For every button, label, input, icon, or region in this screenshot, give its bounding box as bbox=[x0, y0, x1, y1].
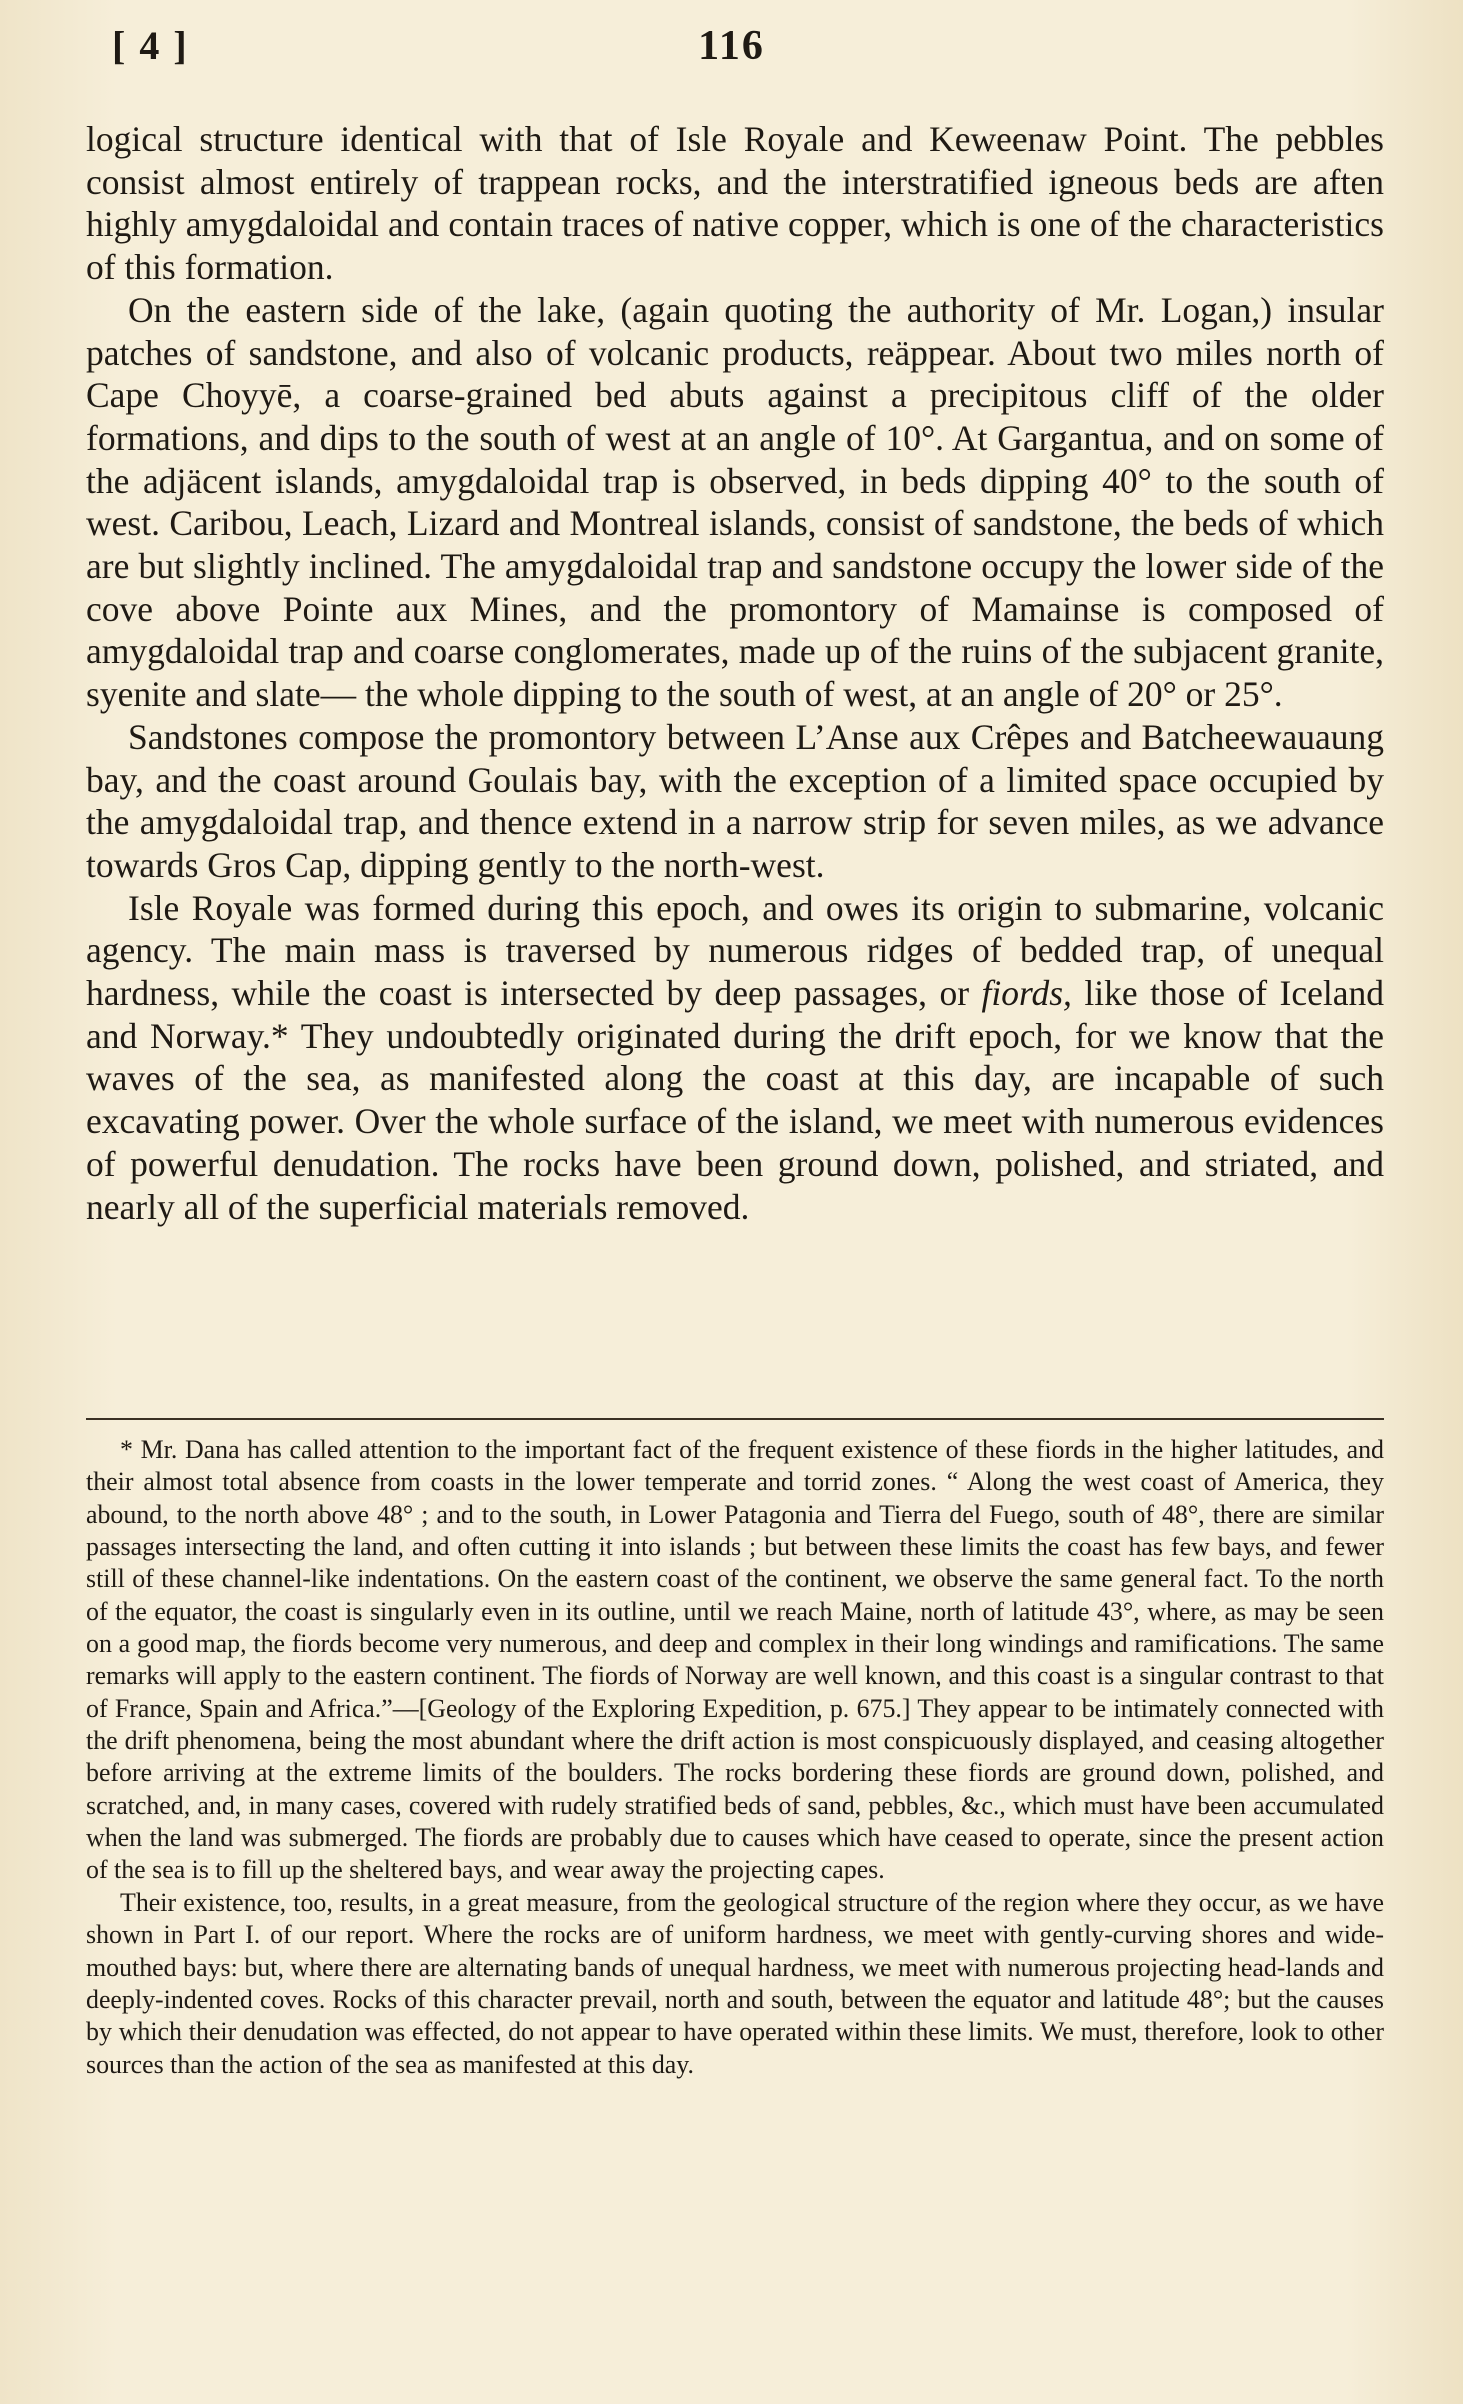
signature-mark: [ 4 ] bbox=[112, 23, 189, 68]
footnote-paragraph-2: Their existence, too, results, in a great measure, from the geological structure of the region where they occur, as we have shown in Part I. of our report. Where the rocks are of uniform hardness, we meet with gently-curving shores and wide-mouthed bays: but, where there are alternating bands of unequal hardness, we meet with numerous projecting head-lands and deeply-indented coves. Rocks of this character prevail, north and south, between the equator and latitude 48°; but the causes by which their denudation was effected, do not appear to have operated within these limits. We must, therefore, look to other sources than the action of the sea as manifested at this day. bbox=[86, 1887, 1384, 2079]
isle-royale-text-a: Isle Royale was formed during this epoch, and owes its origin to submarine, volcanic agency. The main mass is traversed by numerous ridges of bedded trap, of unequal hardness, while the coast is intersected by deep passages, or bbox=[86, 887, 1384, 1014]
footnote-divider bbox=[86, 1418, 1384, 1420]
main-text bbox=[86, 118, 1384, 1228]
footnote-paragraph-1: * Mr. Dana has called attention to the important fact of the frequent existence of these fiords in the higher latitudes, and their almost total absence from coasts in the lower temperate and torrid zones. “ Along the west coast of America, they abound, to the north above 48° ; and to the south, in Lower Patagonia and Tierra del Fuego, south of 48°, there are similar passages intersecting the land, and often cutting it into islands ; but between these limits the coast has few bays, and fewer still of these channel-like indentations. On the eastern coast of the continent, we observe the same general fact. To the north of the equator, the coast is singularly even in its outline, until we reach Maine, north of latitude 43°, where, as may be seen on a good map, the fiords become very numerous, and deep and complex in their long windings and ramifications. The same remarks will apply to the eastern continent. The fiords of Norway are well known, and this coast is a singular contrast to that of France, Spain and Africa.”—[Geology of the Exploring Expedition, p. 675.] They appear to be intimately connected with the drift phenomena, being the most abundant where the drift action is most conspicuously displayed, and ceasing altogether before arriving at the extreme limits of the boulders. The rocks bordering these fiords are ground down, polished, and scratched, and, in many cases, covered with rudely stratified beds of sand, pebbles, &c., which must have been accumulated when the land was submerged. The fiords are probably due to causes which have ceased to operate, since the present action of the sea is to fill up the sheltered bays, and wear away the projecting capes. bbox=[86, 1435, 1384, 1885]
isle-royale-text-b: like those of Iceland and Norway.* They undoubtedly originated during the drift epoch, for we know that the waves of the sea, as manifested along the coast at this day, are incapable of such excavating power. Over the whole surface of the island, we meet with numerous evidences of powerful denudation. The rocks have been ground down, polished, and striated, and nearly all of the superficial materials removed. bbox=[86, 973, 1384, 1227]
paragraph-isle-royale bbox=[86, 887, 1384, 1229]
page-number: 116 bbox=[698, 23, 765, 69]
fiords-italic: fiords, bbox=[981, 973, 1072, 1014]
paragraph-sandstones: Sandstones compose the promontory between L’Anse aux Crêpes and Batcheewauaung bay, and the coast around Goulais bay, with the exception of a limited space occupied by the amygdaloidal trap, and thence extend in a narrow strip for seven miles, as we advance towards Gros Cap, dipping gently to the north-west. bbox=[86, 716, 1384, 885]
paragraph-eastern-side: On the eastern side of the lake, (again quoting the authority of Mr. Logan,) insular patches of sandstone, and also of volcanic products, reäppear. About two miles north of Cape Choyyē, a coarse-grained bed abuts against a precipitous cliff of the older formations, and dips to the south of west at an angle of 10°. At Gargantua, and on some of the adjäcent islands, amygdaloidal trap is observed, in beds dipping 40° to the south of west. Caribou, Leach, Lizard and Montreal islands, consist of sandstone, the beds of which are but slightly inclined. The amygdaloidal trap and sandstone occupy the lower side of the cove above Pointe aux Mines, and the promontory of Mamainse is composed of amygdaloidal trap and coarse conglomerates, made up of the ruins of the subjacent granite, syenite and slate— the whole dipping to the south of west, at an angle of 20° or 25°. bbox=[86, 289, 1384, 715]
paragraph-continuation: logical structure identical with that of Isle Royale and Keweenaw Point. The pebbles consist almost entirely of trappean rocks, and the interstratified igneous beds are aften highly amygdaloidal and contain traces of native copper, which is one of the characteristics of this formation. bbox=[86, 119, 1384, 288]
footnote bbox=[86, 1434, 1384, 2081]
